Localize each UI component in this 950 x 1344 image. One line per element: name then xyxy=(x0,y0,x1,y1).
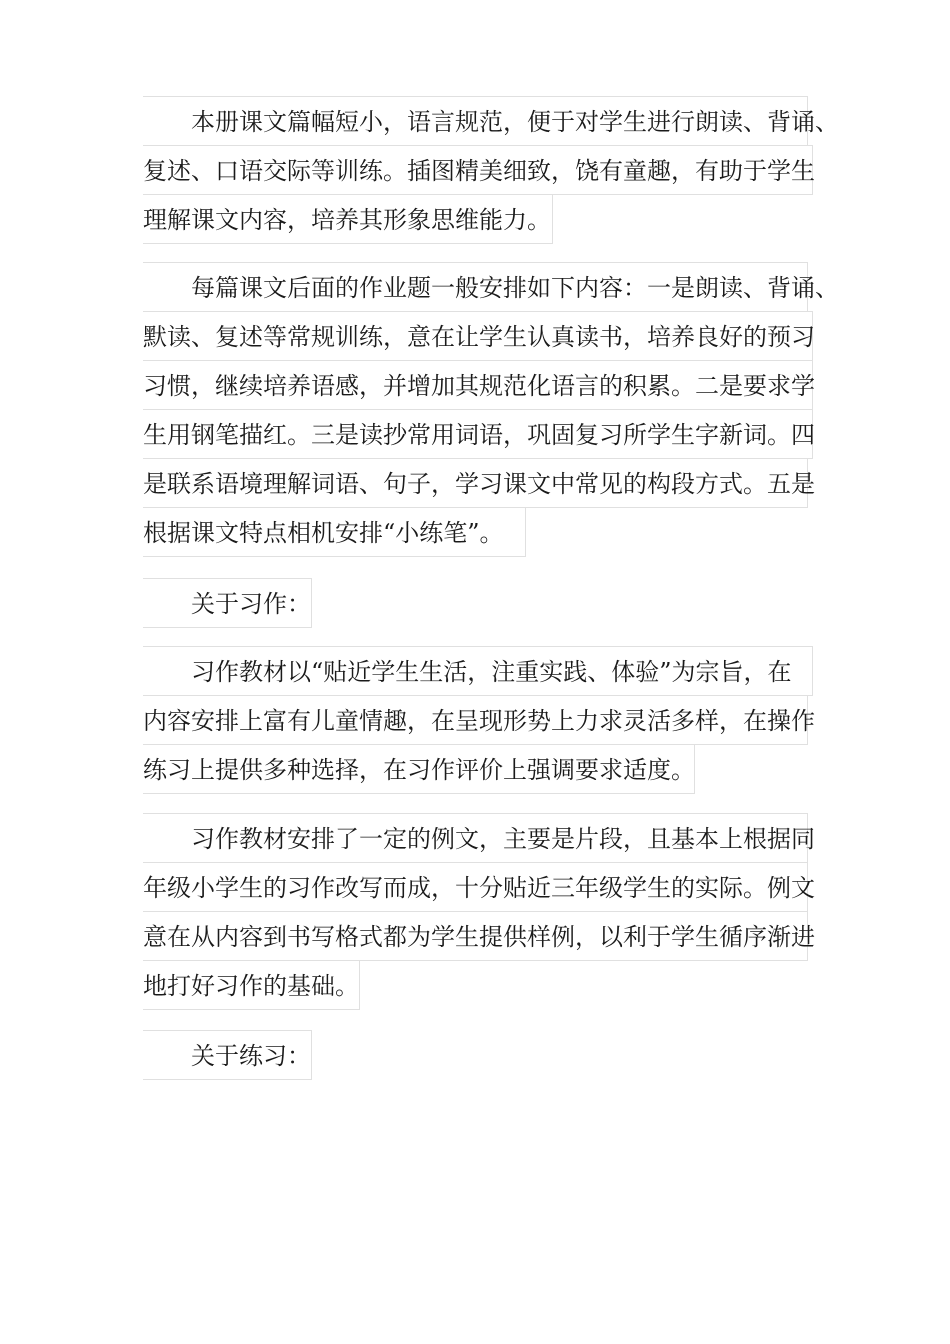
paragraph-2 xyxy=(143,262,839,557)
paragraph-line: 意在从内容到书写格式都为学生提供样例，以利于学生循序渐进 xyxy=(143,911,808,961)
paragraph-line: 内容安排上富有儿童情趣，在呈现形势上力求灵活多样，在操作 xyxy=(143,695,808,745)
paragraph-3 xyxy=(143,646,813,794)
paragraph-line: 年级小学生的习作改写而成，十分贴近三年级学生的实际。例文 xyxy=(143,862,808,912)
section-heading-text: 关于习作： xyxy=(143,578,312,628)
paragraph-line: 是联系语境理解词语、句子，学习课文中常见的构段方式。五是 xyxy=(143,458,808,508)
paragraph-line: 习作教材以“贴近学生生活，注重实践、体验”为宗旨，在 xyxy=(143,646,813,696)
paragraph-line: 生用钢笔描红。三是读抄常用词语，巩固复习所学生字新词。四 xyxy=(143,409,813,459)
paragraph-line: 理解课文内容，培养其形象思维能力。 xyxy=(143,194,553,244)
paragraph-line: 习惯，继续培养语感，并增加其规范化语言的积累。二是要求学 xyxy=(143,360,813,410)
section-heading-practice xyxy=(143,1030,312,1080)
paragraph-line: 地打好习作的基础。 xyxy=(143,960,360,1010)
paragraph-line: 默读、复述等常规训练，意在让学生认真读书，培养良好的预习 xyxy=(143,311,813,361)
paragraph-line: 习作教材安排了一定的例文，主要是片段，且基本上根据同 xyxy=(143,813,808,863)
paragraph-line: 根据课文特点相机安排“小练笔”。 xyxy=(143,507,526,557)
paragraph-4 xyxy=(143,813,815,1010)
paragraph-line: 复述、口语交际等训练。插图精美细致，饶有童趣，有助于学生 xyxy=(143,145,813,195)
paragraph-1 xyxy=(143,96,839,244)
section-heading-writing xyxy=(143,578,312,628)
paragraph-line: 练习上提供多种选择，在习作评价上强调要求适度。 xyxy=(143,744,695,794)
paragraph-line: 本册课文篇幅短小，语言规范，便于对学生进行朗读、背诵、 xyxy=(143,96,808,146)
section-heading-text: 关于练习： xyxy=(143,1030,312,1080)
paragraph-line: 每篇课文后面的作业题一般安排如下内容：一是朗读、背诵、 xyxy=(143,262,808,312)
